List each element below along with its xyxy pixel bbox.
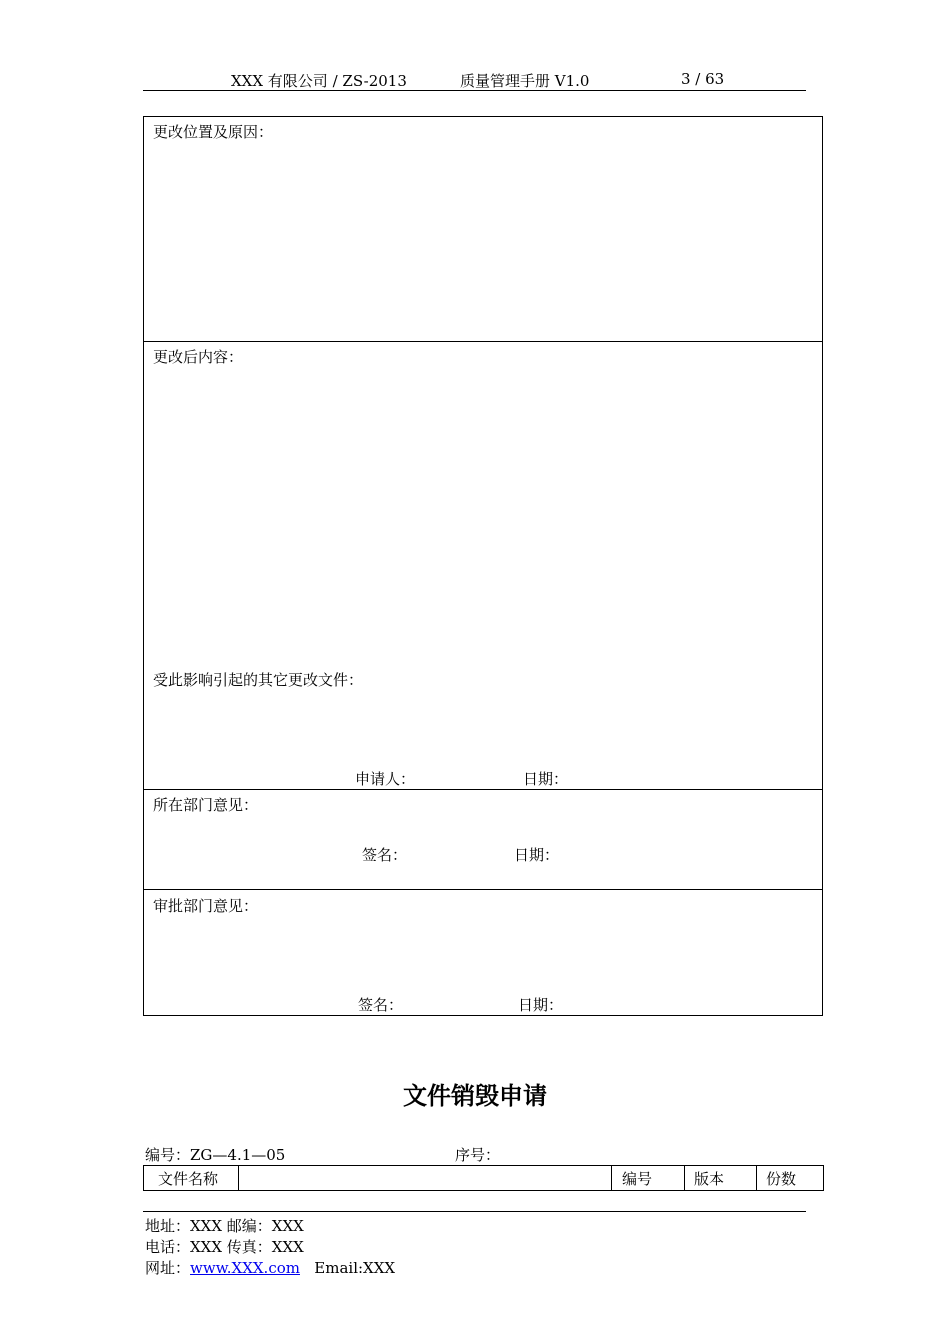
col-file-name-value[interactable] [239, 1166, 612, 1191]
form-divider-3 [143, 889, 823, 890]
footer-email: Email:XXX [314, 1259, 396, 1277]
affected-files-label: 受此影响引起的其它更改文件： [153, 671, 364, 689]
col-copies: 份数 [757, 1166, 824, 1191]
footer-phone: 电话：XXX 传真：XXX [145, 1238, 304, 1256]
destroy-form-title: 文件销毁申请 [403, 1082, 547, 1110]
destroy-form-number: 编号：ZG—4.1—05 [145, 1146, 286, 1164]
form-divider-2 [143, 789, 823, 790]
form-divider-1 [143, 341, 823, 342]
applicant-label: 申请人： [355, 770, 416, 788]
header-manual: 质量管理手册 V1.0 [460, 72, 590, 90]
changed-content-label: 更改后内容： [153, 348, 244, 366]
col-file-name: 文件名称 [144, 1166, 239, 1191]
footer-web [145, 1259, 395, 1277]
approval-signature-label: 签名： [358, 996, 404, 1014]
col-version: 版本 [685, 1166, 757, 1191]
footer-rule [143, 1211, 806, 1212]
approval-opinion-label: 审批部门意见： [153, 897, 259, 915]
applicant-date-label: 日期： [523, 770, 569, 788]
table-row [144, 1166, 824, 1191]
header-rule [143, 90, 806, 91]
change-request-form [143, 116, 823, 1016]
header-page-number: 3 / 63 [681, 70, 725, 88]
change-location-label: 更改位置及原因： [153, 123, 274, 141]
dept-signature-label: 签名： [362, 846, 408, 864]
destroy-file-table [143, 1165, 824, 1191]
header-company: XXX 有限公司 / ZS-2013 [231, 72, 407, 90]
dept-opinion-label: 所在部门意见： [153, 796, 259, 814]
footer-website-label: 网址： [145, 1259, 191, 1277]
footer-website-link[interactable]: www.XXX.com [190, 1259, 300, 1277]
col-number: 编号 [612, 1166, 685, 1191]
footer-address: 地址：XXX 邮编：XXX [145, 1217, 304, 1235]
dept-date-label: 日期： [514, 846, 560, 864]
destroy-form-serial: 序号： [455, 1146, 501, 1164]
approval-date-label: 日期： [518, 996, 564, 1014]
